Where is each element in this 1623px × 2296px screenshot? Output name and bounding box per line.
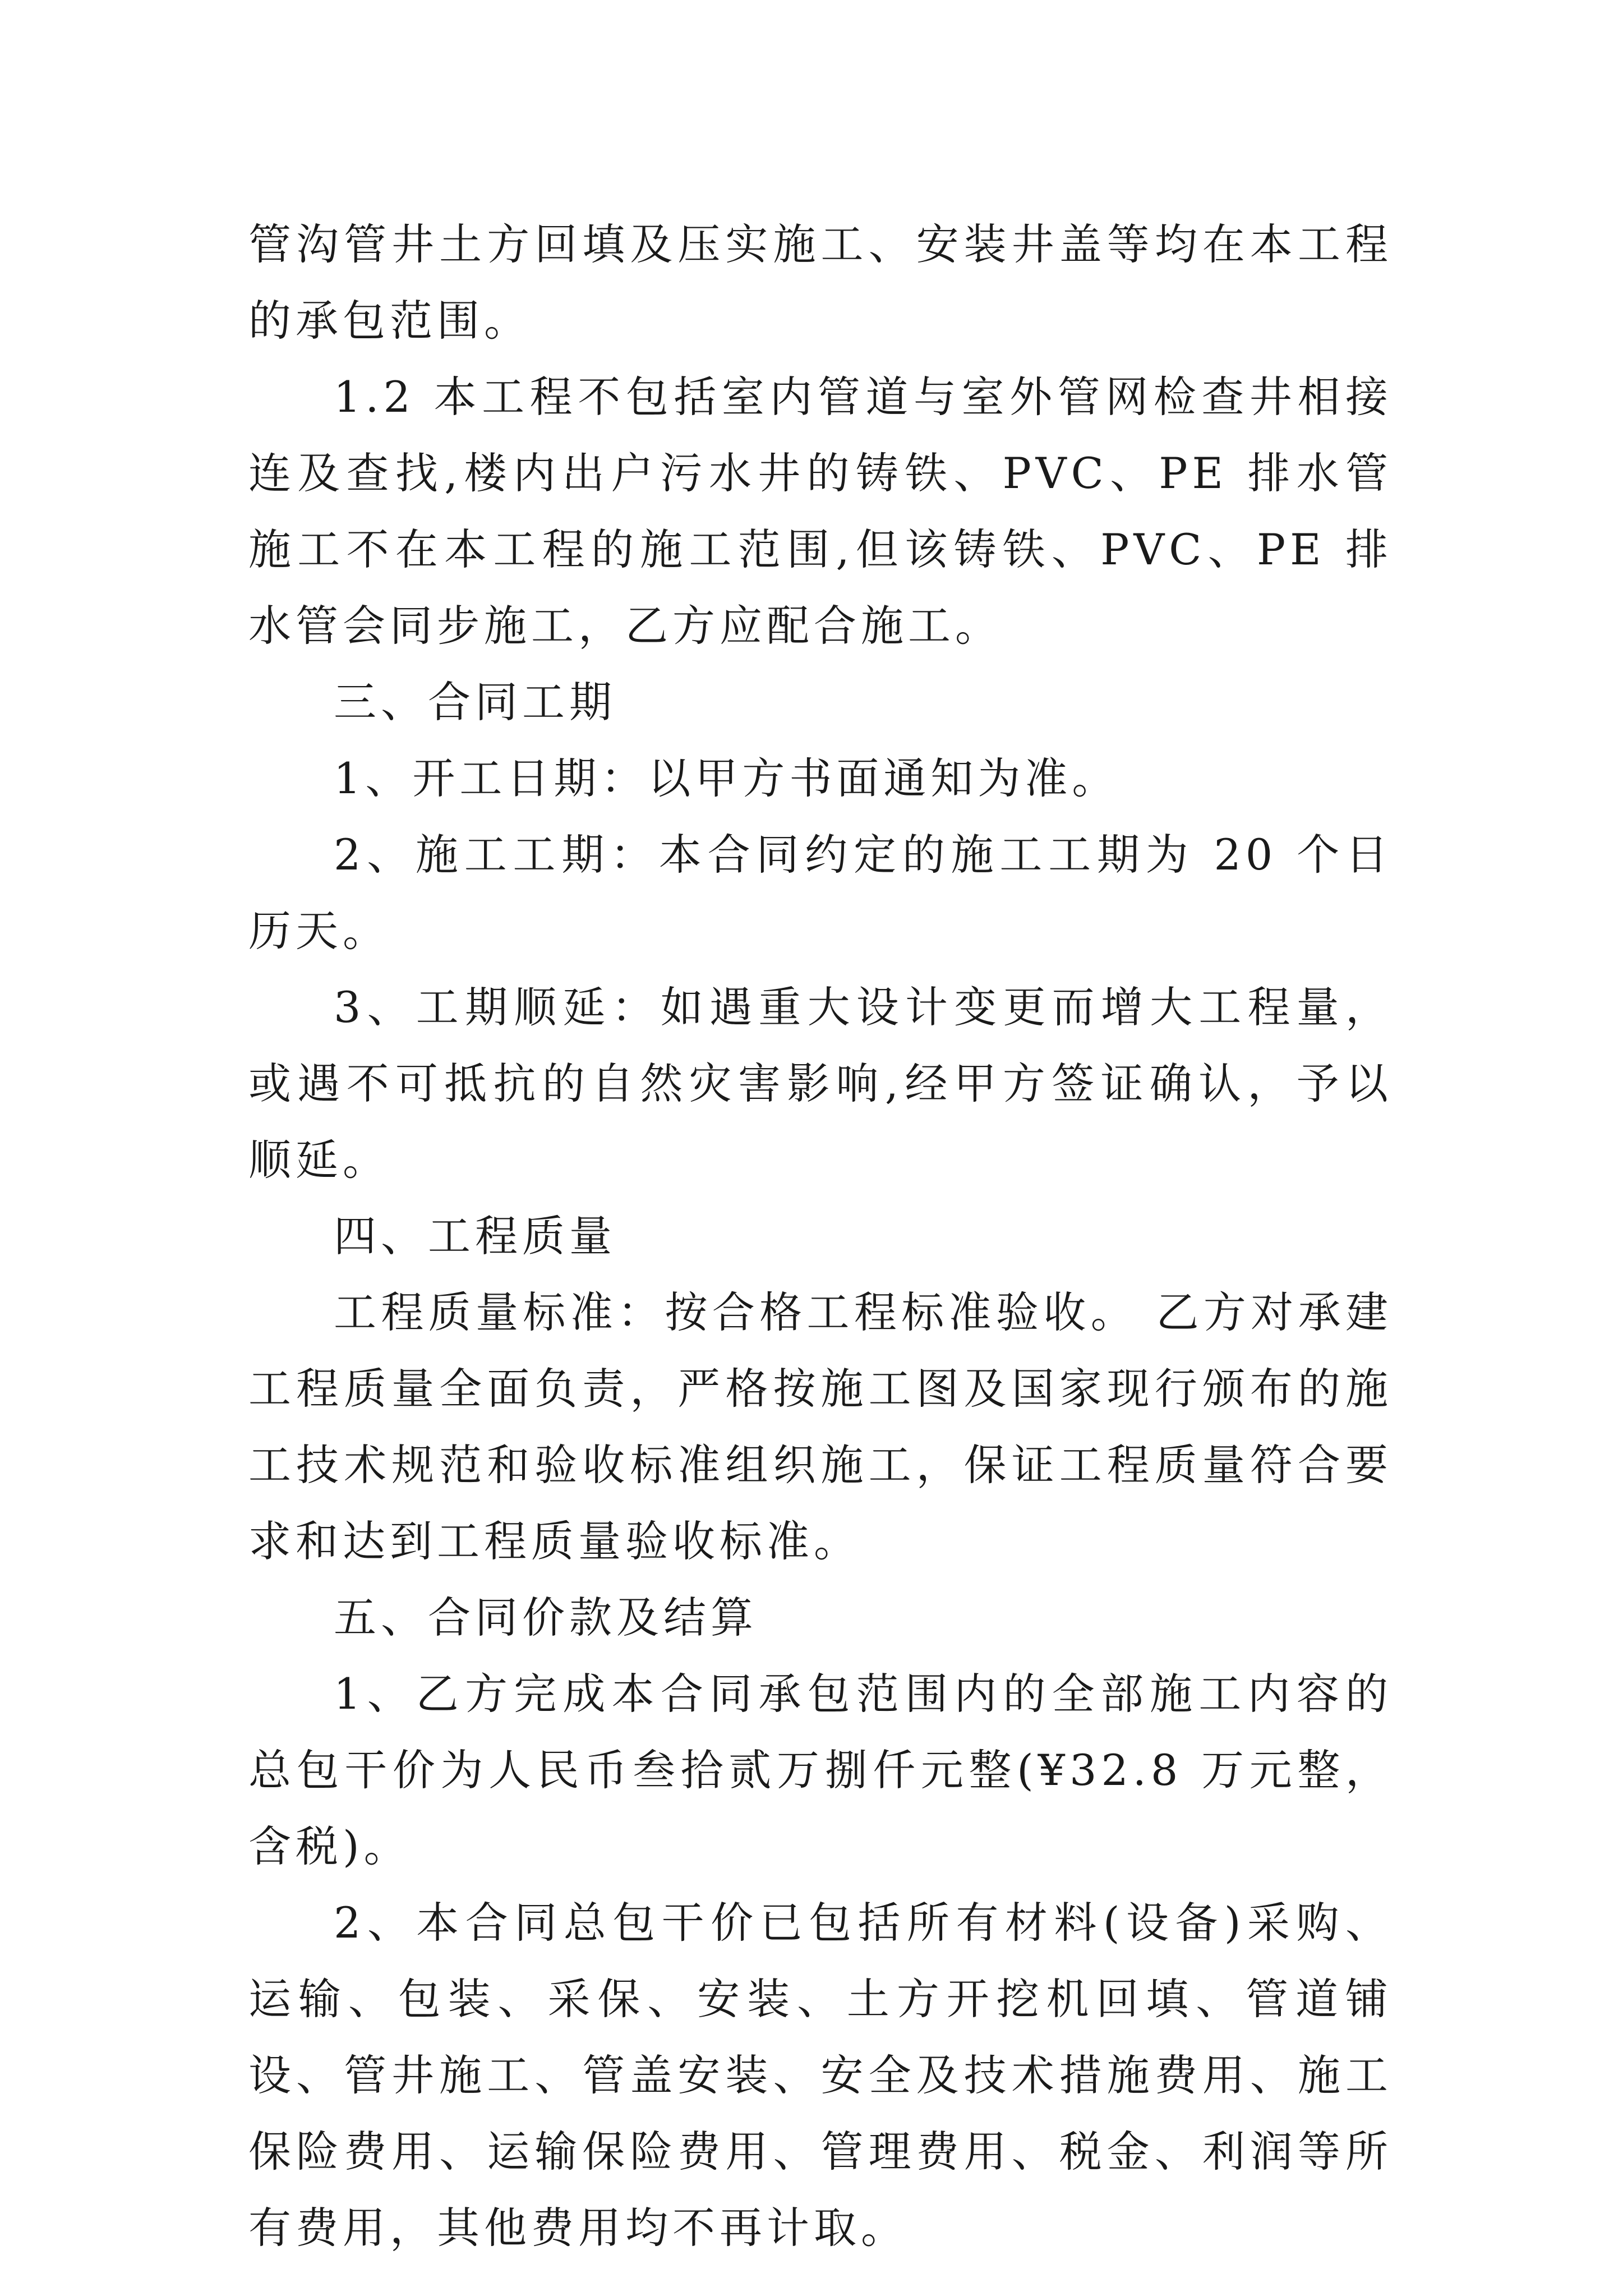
paragraph-quality-standard: 工程质量标准：按合格工程标准验收。 乙方对承建工程质量全面负责，严格按施工图及国家现行颁布的施工技术规范和验收标准组织施工，保证工程质量符合要求和达到工程质量验收标准。	[248, 1287, 1393, 1566]
section-heading-price-settlement: 五、合同价款及结算	[334, 1593, 758, 1642]
paragraph-total-price: 1、乙方完成本合同承包范围内的全部施工内容的总包干价为人民币叁拾贰万捌仟元整(¥32.8 万元整，含税)。	[248, 1669, 1393, 1871]
paragraph-construction-period: 2、施工工期：本合同约定的施工工期为 20 个日历天。	[248, 830, 1393, 956]
section-heading-quality: 四、工程质量	[334, 1211, 616, 1261]
paragraph-price-inclusions: 2、本合同总包干价已包括所有材料(设备)采购、运输、包装、采保、安装、土方开挖机回填、管道铺设、管井施工、管盖安装、安全及技术措施费用、施工保险费用、运输保险费用、管理费用、税金、利润等所有费用，其他费用均不再计取。	[248, 1898, 1393, 2253]
section-heading-contract-period: 三、合同工期	[334, 677, 616, 727]
paragraph-clause-1-2: 1.2 本工程不包括室内管道与室外管网检查井相接连及查找,楼内出户污水井的铸铁、PVC、PE 排水管施工不在本工程的施工范围,但该铸铁、PVC、PE 排水管会同步施工，乙方应配合施工。	[248, 372, 1393, 651]
paragraph-period-extension: 3、工期顺延：如遇重大设计变更而增大工程量，或遇不可抵抗的自然灾害影响,经甲方签证确认，予以顺延。	[248, 982, 1393, 1185]
document-body	[248, 206, 1393, 2266]
paragraph-start-date: 1、开工日期：以甲方书面通知为准。	[334, 753, 1119, 803]
paragraph-scope-continued: 管沟管井土方回填及压实施工、安装井盖等均在本工程的承包范围。	[248, 219, 1393, 346]
